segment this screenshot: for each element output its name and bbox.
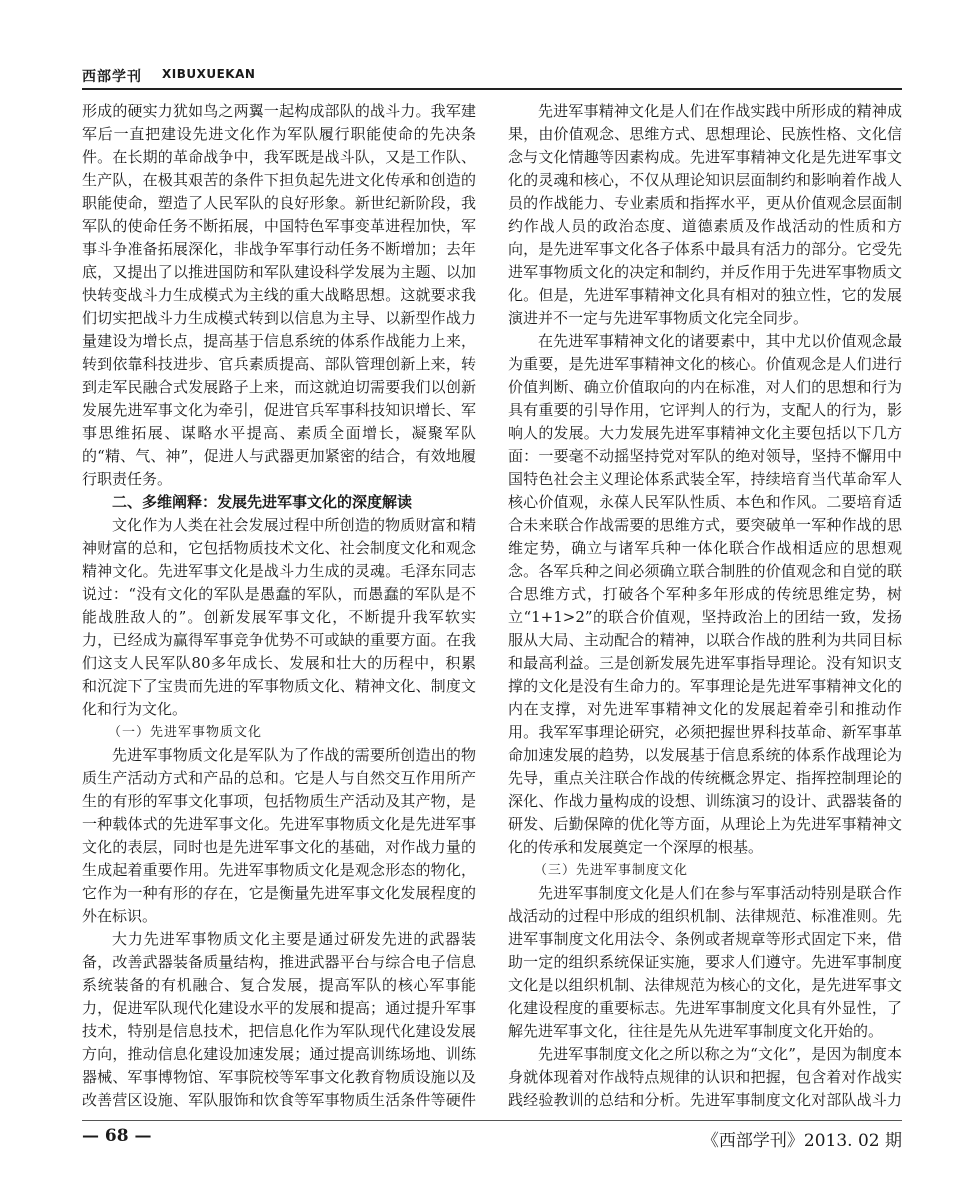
running-header <box>82 62 902 90</box>
page-number: — 68 — <box>82 1126 152 1146</box>
paragraph: 文化作为人类在社会发展过程中所创造的物质财富和精神财富的总和，它包括物质技术文化、社会制度文化和观念精神文化。先进军事文化是战斗力生成的灵魂。毛泽东同志说过：“没有文化的军队是愚蠢的军队，而愚蠢的军队是不能战胜敌人的”。创新发展军事文化，不断提升我军软实力，已经成为赢得军事竞争优势不可或缺的重要方面。在我们这支人民军队80多年成长、发展和壮大的历程中，积累和沉淀下了宝贵而先进的军事物质文化、精神文化、制度文化和行为文化。 <box>82 516 476 718</box>
paragraph: 先进军事制度文化是人们在参与军事活动特别是联合作战活动的过程中形成的组织机制、法律规范、标准准则。先进军事制度文化用法令、条例或者规章等形式固定下来，借助一定的组织系统保证实施，要求人们遵守。先进军事制度文化是以组织机制、法律规范为核心的文化，是先进军事文化建设程度的重要标志。先进军事制度文化具有外显性，了解先进军事文化，往往是先从先进军事制度文化开始的。 <box>508 884 902 1040</box>
paragraph: 大力先进军事物质文化主要是通过研发先进的武器装备，改善武器装备质量结构，推进武器平台与综合电子信息系统装备的有机融合、复合发展，提高军队的核心军事能力，促进军队现代化建设水平的发展和提高；通过提升军事技术，特别是信息技术，把信息化作为军队现代化建设发展方向，推动信息化建设加速发展；通过提高训练场地、训练器械、军事博物馆、军事院校等军事文化教育物质设施以及改善营区设施、军队服饰和饮食等军事物质生活条件等硬件 <box>82 930 476 1109</box>
right-column <box>508 100 902 1115</box>
paragraph: 先进军事制度文化之所以称之为“文化”，是因为制度本身就体现着对作战特点规律的认识和把握，包含着对作战实践经验教训的总结和分析。先进军事制度文化对部队战斗力 <box>508 1045 902 1109</box>
section-heading: 二、多维阐释：发展先进军事文化的深度解读 <box>112 493 413 511</box>
journal-name-en: XIBUXUEKAN <box>162 67 256 81</box>
issue-label: 《西部学刊》2013. 02 期 <box>701 1131 902 1151</box>
left-column <box>82 100 476 1115</box>
journal-name-cn: 西部学刊 <box>82 69 142 85</box>
paragraph: 形成的硬实力犹如鸟之两翼一起构成部队的战斗力。我军建军后一直把建设先进文化作为军队履行职能使命的先决条件。在长期的革命战争中，我军既是战斗队，又是工作队、生产队，在极其艰苦的条件下担负起先进文化传承和创造的职能使命，塑造了人民军队的良好形象。新世纪新阶段，我军队的使命任务不断拓展，中国特色军事变革进程加快，军事斗争准备拓展深化，非战争军事行动任务不断增加；去年底，又提出了以推进国防和军队建设科学发展为主题、以加快转变战斗力生成模式为主线的重大战略思想。这就要求我们切实把战斗力生成模式转到以信息为主导、以新型作战力量建设为增长点，提高基于信息系统的体系作战能力上来，转到依靠科技进步、官兵素质提高、部队管理创新上来，转到走军民融合式发展路子上来，而这就迫切需要我们以创新发展先进军事文化为牵引，促进官兵军事科技知识增长、军事思维拓展、谋略水平提高、素质全面增长，凝聚军队的“精、气、神”，促进人与武器更加紧密的结合，有效地履行职责任务。 <box>82 102 476 488</box>
subsection-heading: （三）先进军事制度文化 <box>534 863 689 878</box>
paragraph: 先进军事物质文化是军队为了作战的需要所创造出的物质生产活动方式和产品的总和。它是人与自然交互作用所产生的有形的军事文化事项，包括物质生产活动及其产物，是一种载体式的先进军事文化。先进军事物质文化是先进军事文化的表层，同时也是先进军事文化的基础，对作战力量的生成起着重要作用。先进军事物质文化是观念形态的物化，它作为一种有形的存在，它是衡量先进军事文化发展程度的外在标识。 <box>82 746 476 925</box>
footer-divider <box>82 1120 902 1121</box>
subsection-heading: （一）先进军事物质文化 <box>108 725 263 740</box>
paragraph: 先进军事精神文化是人们在作战实践中所形成的精神成果，由价值观念、思维方式、思想理论、民族性格、文化信念与文化情趣等因素构成。先进军事精神文化是先进军事文化的灵魂和核心，不仅从理论知识层面制约和影响着作战人员的作战能力、专业素质和指挥水平，更从价值观念层面制约作战人员的政治态度、道德素质及作战活动的性质和方向，是先进军事文化各子体系中最具有活力的部分。它受先进军事物质文化的决定和制约，并反作用于先进军事物质文化。但是，先进军事精神文化具有相对的独立性，它的发展演进并不一定与先进军事物质文化完全同步。 <box>508 102 902 327</box>
paragraph: 在先进军事精神文化的诸要素中，其中尤以价值观念最为重要，是先进军事精神文化的核心。价值观念是人们进行价值判断、确立价值取向的内在标准，对人们的思想和行为具有重要的引导作用，它评判人的行为，支配人的行为，影响人的发展。大力发展先进军事精神文化主要包括以下几方面：一要毫不动摇坚持党对军队的绝对领导，坚持不懈用中国特色社会主义理论体系武装全军，持续培育当代革命军人核心价值观，永葆人民军队性质、本色和作风。二要培育适合未来联合作战需要的思维方式，要突破单一军种作战的思维定势，确立与诸军兵种一体化联合作战相适应的思想观念。各军兵种之间必须确立联合制胜的价值观念和自觉的联合思维方式，打破各个军种多年形成的传统思维定势，树立“1+1>2”的联合价值观，坚持政治上的团结一致，发扬服从大局、主动配合的精神，以联合作战的胜利为共同目标和最高利益。三是创新发展先进军事指导理论。没有知识支撑的文化是没有生命力的。军事理论是先进军事精神文化的内在支撑，对先进军事精神文化的发展起着牵引和推动作用。我军军事理论研究，必须把握世界科技革命、新军事革命加速发展的趋势，以发展基于信息系统的体系作战理论为先导，重点关注联合作战的传统概念界定、指挥控制理论的深化、作战力量构成的设想、训练演习的设计、武器装备的研发、后勤保障的优化等方面，从理论上为先进军事精神文化的传承和发展奠定一个深厚的根基。 <box>508 332 902 856</box>
